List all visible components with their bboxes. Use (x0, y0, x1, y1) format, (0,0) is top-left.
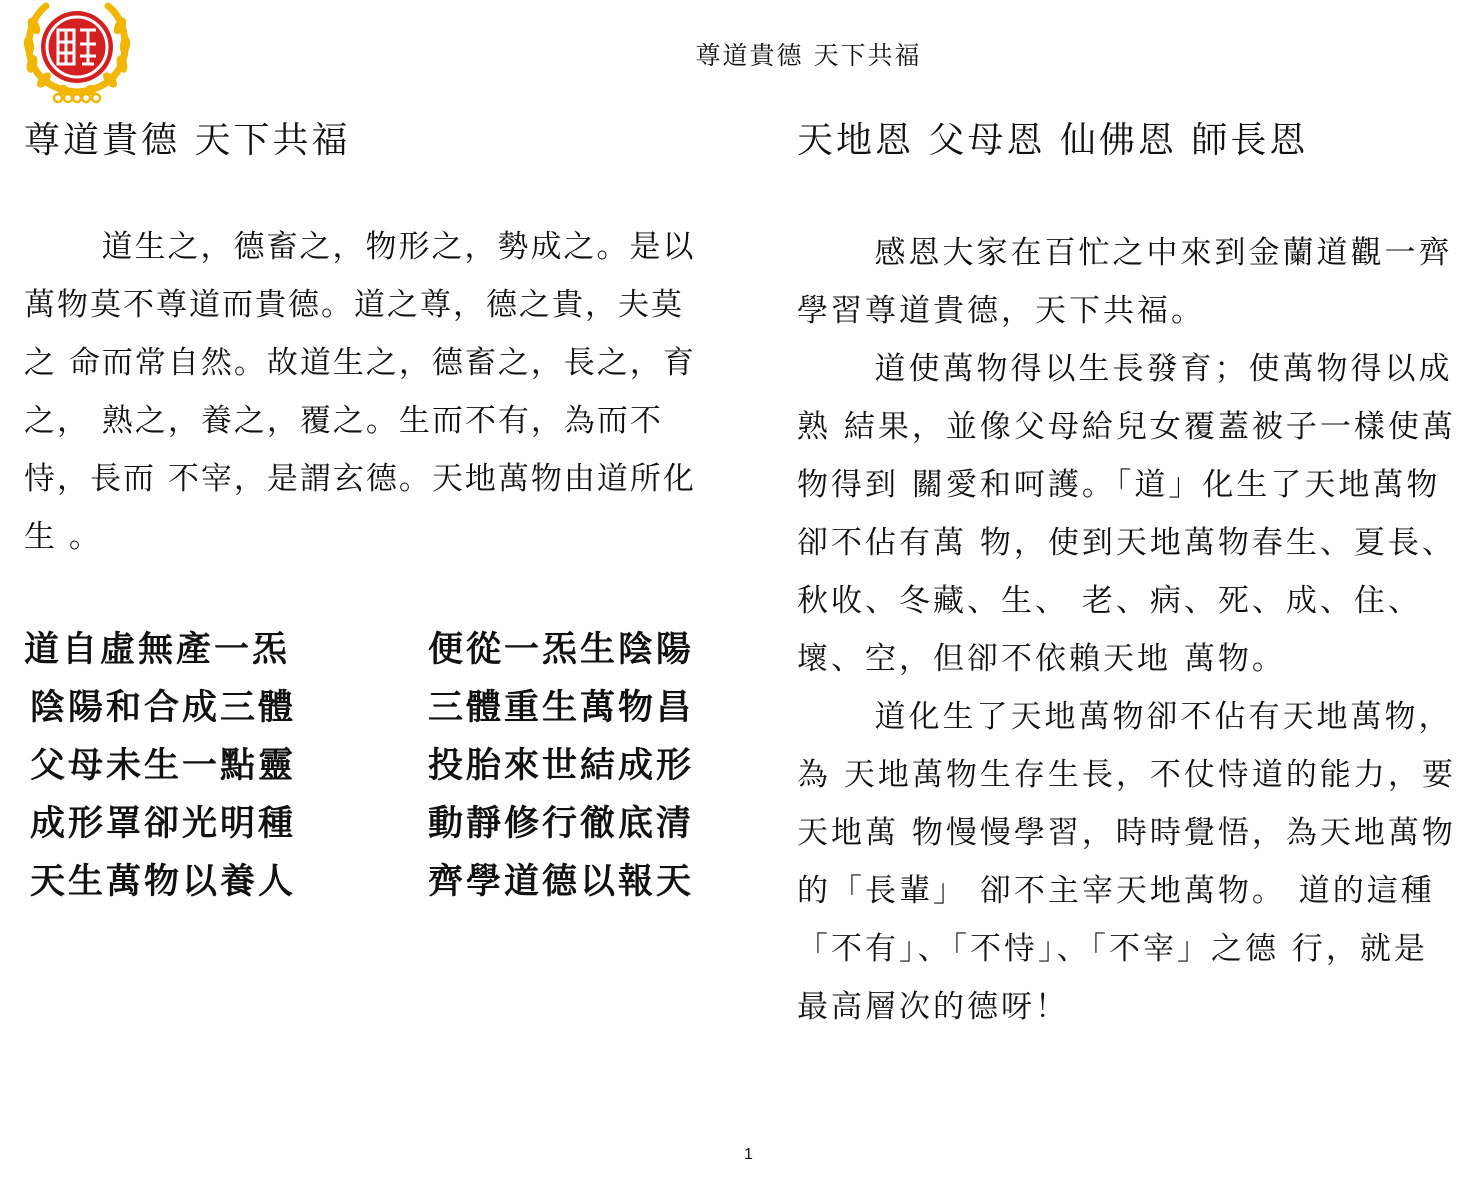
verse-line: 投胎來世結成形 (428, 745, 695, 786)
left-paragraph (24, 218, 704, 566)
verse-row (24, 796, 744, 854)
left-title: 尊道貴德 天下共福 (24, 120, 351, 161)
right-paragraph: 感恩大家在百忙之中來到金蘭道觀一齊 學習尊道貴德，天下共福。 (797, 235, 1453, 329)
right-paragraph: 道化生了天地萬物卻不佔有天地萬物，為 天地萬物生存生長，不仗恃道的能力，要天地萬 物慢慢學習，時時覺悟，為天地萬物的「長輩」 卻不主宰天地萬物。 道的這種「不有」、「不恃」、「不宰」之德 行，就是最高層次的德呀！ (797, 699, 1456, 1025)
verse-line: 便從一炁生陰陽 (428, 629, 695, 670)
verse-line: 成形罩卻光明種 (30, 803, 297, 844)
right-paragraphs (797, 224, 1457, 1036)
right-paragraph: 道使萬物得以生長發育；使萬物得以成熟 結果，並像父母給兒女覆蓋被子一樣使萬物得到 關愛和呵護。「道」化生了天地萬物卻不佔有萬 物，使到天地萬物春生、夏長、秋收、冬藏、生、 老、病、死、成、住、壞、空，但卻不依賴天地 萬物。 (797, 351, 1456, 677)
page-number: 1 (744, 1146, 753, 1163)
verse-row (24, 738, 744, 796)
verse-line: 三體重生萬物昌 (428, 687, 695, 728)
verse-block (24, 622, 744, 912)
page-header: 尊道貴德 天下共福 (695, 41, 922, 70)
verse-line: 天生萬物以養人 (30, 861, 297, 902)
verse-row (24, 680, 744, 738)
right-title: 天地恩 父母恩 仙佛恩 師長恩 (797, 120, 1309, 161)
verse-line: 陰陽和合成三體 (30, 687, 297, 728)
verse-row (24, 622, 744, 680)
left-paragraph-text: 道生之，德畜之，物形之，勢成之。是以 萬物莫不尊道而貴德。道之尊，德之貴，夫莫之 命而常自然。故道生之，德畜之，長之，育之， 熟之，養之，覆之。生而不有，為而不恃，長而 不宰，是謂玄德。天地萬物由道所化生 。 (24, 229, 696, 555)
verse-row (24, 854, 744, 912)
verse-line: 齊學道德以報天 (428, 861, 695, 902)
verse-line: 父母未生一點靈 (30, 745, 297, 786)
verse-line: 動靜修行徹底清 (428, 803, 695, 844)
verse-line: 道自虛無產一炁 (24, 629, 291, 670)
